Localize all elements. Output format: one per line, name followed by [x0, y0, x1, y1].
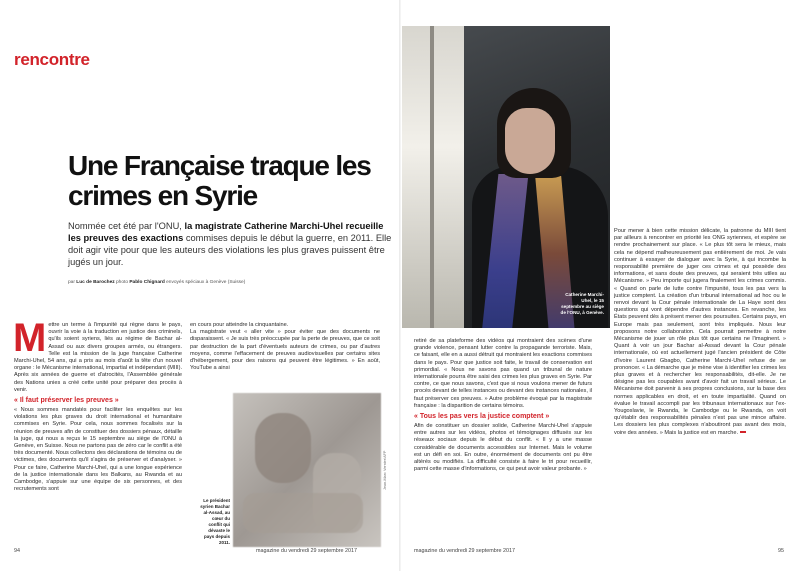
end-mark	[740, 431, 746, 434]
standfirst	[68, 220, 394, 268]
paragraph	[614, 228, 786, 437]
drop-cap: M	[13, 316, 47, 360]
subheading: « Tous les pas vers la justice comptent »	[414, 413, 550, 421]
article-column-3	[414, 338, 592, 473]
secondary-photo-caption: Le président syrien Bachar al-Assad, au cœur du conflit qui dévaste le pays depuis 2011.	[200, 498, 230, 545]
photo-shape	[243, 493, 363, 533]
byline-author: Luc de Barochez	[76, 280, 115, 285]
byline	[68, 280, 388, 285]
section-rubric: rencontre	[14, 50, 90, 69]
photo-shape	[255, 413, 311, 483]
paragraph: retiré de sa plateforme des vidéos qui montraient des scènes d'une grande violence, pensant lutter contre la propagande terroriste. Mais, ce faisant, elle en a aussi détruit qui montraient les exactions commises dans le pays. Pour que justice soit faite, le travail de conservation est primordial. « Nous ne savons pas quand un tribunal de nature internationale pourra être saisi des crimes les plus graves en Syrie. Par contre, ce que nous savons, c'est que si nous voulons mener de futurs procès devant de telles instances ou devant des instances nationales, il faut préserver ces preuves. » Autre problème évoqué par la magistrate française : la disparition de certains témoins.	[414, 338, 592, 409]
photo-figure-face	[505, 108, 555, 174]
article-column-2	[190, 322, 380, 372]
standfirst-part-2: commises depuis le début la guerre, en 2011. Elle doit agir vite pour que les auteurs des violations les plus graves puissent être jugés un jour.	[68, 233, 392, 267]
standfirst-part-1: Nommée cet été par l'ONU,	[68, 221, 185, 231]
page-gutter	[399, 0, 401, 571]
paragraph: Afin de constituer un dossier solide, Catherine Marchi-Uhel s'appuie entre autres sur les vidéos, photos et témoignages diffusés sur les réseaux sociaux depuis le début du conflit. « Il y a une masse considérable de documents accessibles sur Internet. Mais le volume est un défi en soi. En outre, énormément de documents ont pu être altérés ou modifiés. La difficulté consiste à faire le tri pour recueillir, parmi cette masse d'informations, ce qui peut avoir valeur probante. »	[414, 423, 592, 473]
article-column-1	[13, 316, 182, 493]
secondary-photo	[233, 393, 381, 547]
paragraph-text: Pour mener à bien cette mission délicate, la patronne du MIII tient par ailleurs à rencontrer en priorité les ONG syriennes, et espère se rendre prochainement sur place. « Le plus tôt sera le mieux, mais cela ne dépend malheureusement pas entièrement de moi. Je vais continuer à essayer de dialoguer avec la Syrie, à qui incombe la responsabilité première de juger ces crimes et qui possède des informations, et sans doute des preuves, qui seraient très utiles au Mécanisme. » Peu importe qui jugera finalement les crimes commis. « Quand on parle de lutte contre l'impunité, tous les pas vers la justice comptent. La création d'un tribunal international ad hoc ou le renvoi devant la Cour pénale internationale de La Haye sont des questions qui vont dépendre d'autres instances. En revanche, les États peuvent dès à présent mener des poursuites. Certains pays, en Europe mais pas seulement, sont très impliqués. Nous leur proposons notre collaboration. Cela pourrait permettre à notre Mécanisme de jouer un rôle plus tôt que certains ne l'imaginent. » Quant à voir un jour Bachar al-Assad devant la Cour pénale internationale, où est actuellement jugé l'ancien président de Côte d'Ivoire Laurent Gbagbo, Catherine Marchi-Uhel refuse de se prononcer. « La démarche que je mène vise à identifier les crimes les plus graves et à rechercher les responsabilités, dit-elle. Je ne désigne pas les coupables avant d'avoir fait un travail sérieux. Le Mécanisme doit parvenir à ses propres conclusions, sur la base des normes applicables en droit, et en toute impartialité. Quand on évalue le travail accompli par les tribunaux internationaux sur l'ex-Yougoslavie, le Rwanda, le Cambodge ou le Rwanda, on voit qu'établir des responsabilités pénales n'est pas une mince affaire. Les dossiers les plus complexes n'aboutiront pas avant des mois, voire des années. » Mais la justice est en marche.	[614, 228, 786, 436]
paragraph: La magistrate veut « aller vite » pour éviter que des documents ne disparaissent. « Je suis très préoccupée par la perte de preuves, que ce soit par destruction de la part d'éventuels auteurs de crimes, ou par d'autres moyens, comme l'effacement de preuves audiovisuelles par certains sites d'hébergement, pour des raisons qui peuvent être légitimes. » En août, YouTube a ainsi	[190, 329, 380, 372]
standfirst-bold: la magistrate Catherine Marchi-Uhel recueille les preuves des exactions	[68, 221, 384, 243]
photo-window	[402, 26, 464, 328]
subheading: « Il faut préserver les preuves »	[14, 397, 119, 405]
photo-credit: Jean-Marc Vernier/AFP	[383, 450, 387, 490]
page-number-left: 94	[14, 548, 20, 554]
headline: Une Française traque les crimes en Syrie	[68, 150, 371, 211]
paragraph: « Nous sommes mandatés pour faciliter les enquêtes sur les violations les plus graves du droit international et humanitaire commises en Syrie. Pour cela, nous sommes focalisés sur la réunion de preuves afin de constituer des dossiers pénaux, détaille la juge, qui nous a reçus le 15 septembre au siège de l'ONU à Genève, en Suisse. Nous ne partons pas de zéro car le conflit a été très documenté. Nous collectons des déclarations de témoins ou de victimes, des documents qu'il s'agira de préserver et d'analyser. » Pour ce faire, Catherine Marchi-Uhel, qui a une longue expérience de la justice internationale dans les Balkans, au Rwanda et au Cambodge, s'appuie sur une équipe de six personnes, et des recrutements sont	[14, 407, 182, 493]
portrait-photo	[402, 26, 610, 328]
footer-left: magazine du vendredi 29 septembre 2017	[256, 548, 357, 554]
portrait-caption: Catherine Marchi-Uhel, le 15 septembre au siège de l'ONU, à Genève.	[560, 292, 604, 315]
page-number-right: 95	[778, 548, 784, 554]
byline-photo-label: photo	[114, 280, 130, 285]
footer-right: magazine du vendredi 29 septembre 2017	[414, 548, 515, 554]
byline-par: par	[68, 280, 77, 285]
paragraph	[13, 316, 182, 394]
article-column-4	[614, 228, 786, 437]
byline-photographer: Pablo Chignard	[129, 280, 165, 285]
paragraph: en cours pour atteindre la cinquantaine.	[190, 322, 289, 328]
byline-rest: envoyés spéciaux à Genève (Suisse)	[164, 280, 246, 285]
paragraph-text: ettre un terme à l'impunité qui règne dans le pays, ouvrir la voie à la traduction en justice des criminels, qu'ils soient syriens, liés au régime de Bachar al-Assad ou aux divers groupes armés, ou étrangers. Telle est la mission de la juge française Catherine Marchi-Uhel, 54 ans, qui a pris au mois d'août la tête d'un nouvel organe : le Mécanisme international, impartial et indépendant (MIII). Après six années de guerre et d'atrocités, l'Assemblée générale des Nations unies a créé cette unité pour préparer des procès à venir.	[14, 322, 182, 393]
